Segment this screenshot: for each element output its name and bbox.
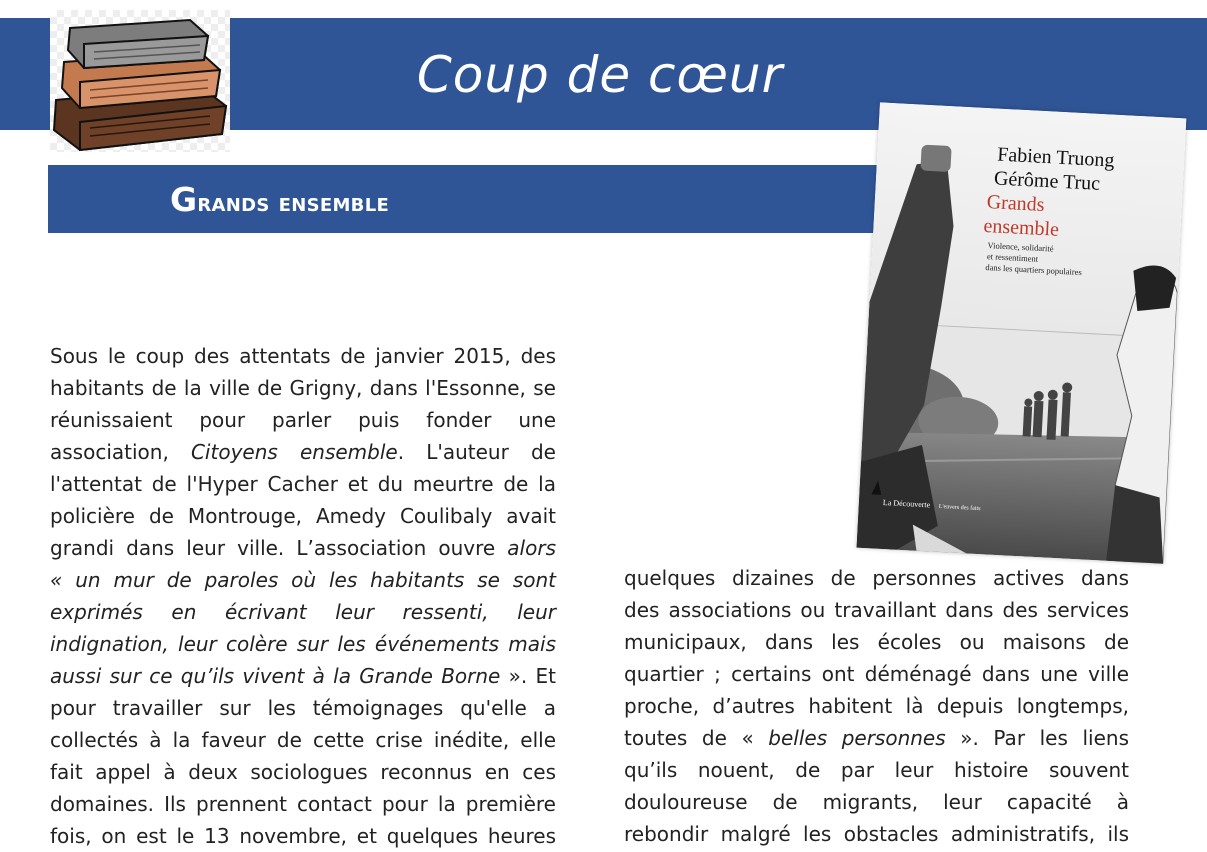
text-line [50,820,556,852]
text-line [624,658,1129,690]
body-text: quelques dizaines de personnes actives dans [624,566,1129,590]
italic-text: indignation, leur colère sur les événements mais [50,632,556,656]
body-text: qu’ils nouent, de par leur histoire souvent [624,758,1129,782]
body-text: . L'auteur de [397,440,556,464]
italic-text: aussi sur ce qu’ils vivent à la Grande Borne [50,664,501,688]
text-line [624,594,1129,626]
article-column-right [624,562,1129,850]
body-text: municipaux, dans les écoles ou maisons de [624,630,1129,654]
italic-text: belles personnes [768,726,946,750]
body-text: domaines. Ils prennent contact pour la première [50,792,556,816]
cover-imprint: L'envers des faits [938,503,981,513]
cover-subtitle-1: Violence, solidarité [987,240,1054,254]
body-text: rebondir malgré les obstacles administratifs, ils [624,822,1129,846]
body-text: pour travailler sur les témoignages qu'elle a [50,696,556,720]
body-text: policière de Montrouge, Amedy Coulibaly avait [50,504,556,528]
body-text: quartier ; certains ont déménagé dans une ville [624,662,1129,686]
text-line [50,372,556,404]
body-text: ». Et [500,664,557,688]
text-line [624,818,1129,850]
section-title-rest: rands ensemble [197,188,390,217]
cover-title-2: ensemble [982,214,1060,241]
article-column-left [50,340,556,852]
text-line [50,436,556,468]
italic-text: Citoyens ensemble [190,440,398,464]
italic-text: « un mur de paroles où les habitants se sont [50,568,556,592]
text-line [50,788,556,820]
text-line [50,500,556,532]
text-line [624,786,1129,818]
body-text: des associations ou travaillant dans des services [624,598,1129,622]
text-line [50,756,556,788]
book-cover [857,102,1187,563]
body-text: Sous le coup des attentats de janvier 2015, des [50,344,556,368]
body-text: habitants de la ville de Grigny, dans l'Essonne, se [50,376,556,400]
cover-author-2: Gérôme Truc [993,167,1101,195]
text-line [624,626,1129,658]
body-text: ». Par les liens [945,726,1129,750]
text-line [624,562,1129,594]
text-line [50,724,556,756]
cover-publisher: La Découverte [882,497,931,510]
body-text: collectés à la faveur de cette crise inédite, elle [50,728,556,752]
page-title: Coup de cœur [416,46,784,104]
body-text: réunissaient pour parler puis fonder une [50,408,556,432]
text-line [50,596,556,628]
body-text: fois, on est le 13 novembre, et quelques heures [50,824,556,848]
body-text: l'attentat de l'Hyper Cacher et du meurtre de la [50,472,556,496]
text-line [50,564,556,596]
cover-subtitle-2: et ressentiment [986,251,1039,264]
text-line [624,690,1129,722]
books-icon [50,10,230,152]
body-text: association, [50,440,191,464]
text-line [50,628,556,660]
text-line [50,660,556,692]
text-line [50,692,556,724]
cover-author-1: Fabien Truong [996,143,1115,172]
cover-subtitle-3: dans les quartiers populaires [985,262,1083,278]
text-line [50,340,556,372]
cover-title-1: Grands [986,191,1046,217]
text-line [50,404,556,436]
section-title [170,178,389,225]
body-text: proche, d’autres habitent là depuis longtemps, [624,694,1129,718]
books-stack-logo [50,10,230,152]
section-title-initial: G [170,180,198,219]
body-text: toutes de « [624,726,769,750]
text-line [624,722,1129,754]
text-line [50,532,556,564]
italic-text: exprimés en écrivant leur ressenti, leur [50,600,556,624]
italic-text: alors [507,536,556,560]
text-line [50,468,556,500]
body-text: grandi dans leur ville. L’association ouvre [50,536,508,560]
text-line [624,754,1129,786]
body-text: douloureuse de migrants, leur capacité à [624,790,1129,814]
body-text: fait appel à deux sociologues reconnus en ces [50,760,556,784]
